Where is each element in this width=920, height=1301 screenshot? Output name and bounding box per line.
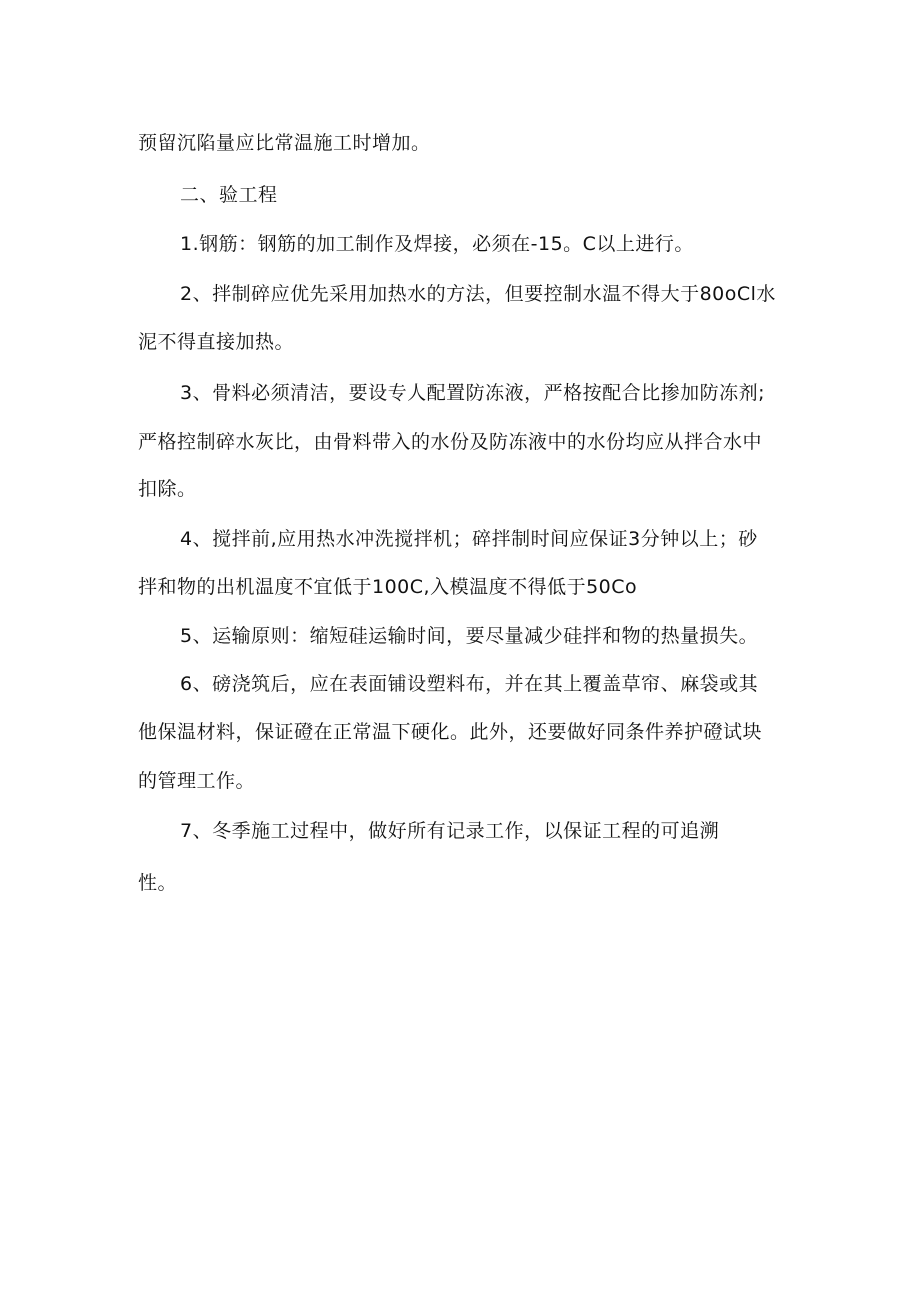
item-6-line-3: 的管理工作。	[138, 770, 256, 792]
item-7-line-2: 性。	[138, 872, 178, 894]
item-3-line-1: 3、骨料必须清洁，要设专人配置防冻液，严格按配合比掺加防冻剂;	[180, 382, 765, 404]
item-3-line-2: 严格控制碎水灰比，由骨料带入的水份及防冻液中的水份均应从拌合水中	[138, 431, 763, 453]
item-4-line-2: 拌和物的出机温度不宜低于100C,入模温度不得低于50Co	[138, 576, 638, 598]
item-1-line-1: 1.钢筋：钢筋的加工制作及焊接，必须在-15。C以上进行。	[180, 233, 694, 255]
item-5-line-1: 5、运输原则：缩短硅运输时间，要尽量减少硅拌和物的热量损失。	[180, 625, 759, 647]
item-2-line-2: 泥不得直接加热。	[138, 331, 295, 353]
item-6-line-1: 6、磅浇筑后，应在表面铺设塑料布，并在其上覆盖草帘、麻袋或其	[180, 673, 759, 695]
item-2-line-1: 2、拌制碎应优先采用加热水的方法，但要控制水温不得大于80oCl水	[180, 283, 776, 305]
item-4-line-1: 4、搅拌前,应用热水冲洗搅拌机；碎拌制时间应保证3分钟以上；砂	[180, 528, 758, 550]
text-line-1: 预留沉陷量应比常温施工时增加。	[138, 132, 431, 154]
item-3-line-3: 扣除。	[138, 478, 197, 500]
item-6-line-2: 他保温材料，保证磴在正常温下硬化。此外，还要做好同条件养护磴试块	[138, 721, 763, 743]
section-heading: 二、验工程	[180, 184, 278, 206]
item-7-line-1: 7、冬季施工过程中，做好所有记录工作，以保证工程的可追溯	[180, 820, 720, 842]
